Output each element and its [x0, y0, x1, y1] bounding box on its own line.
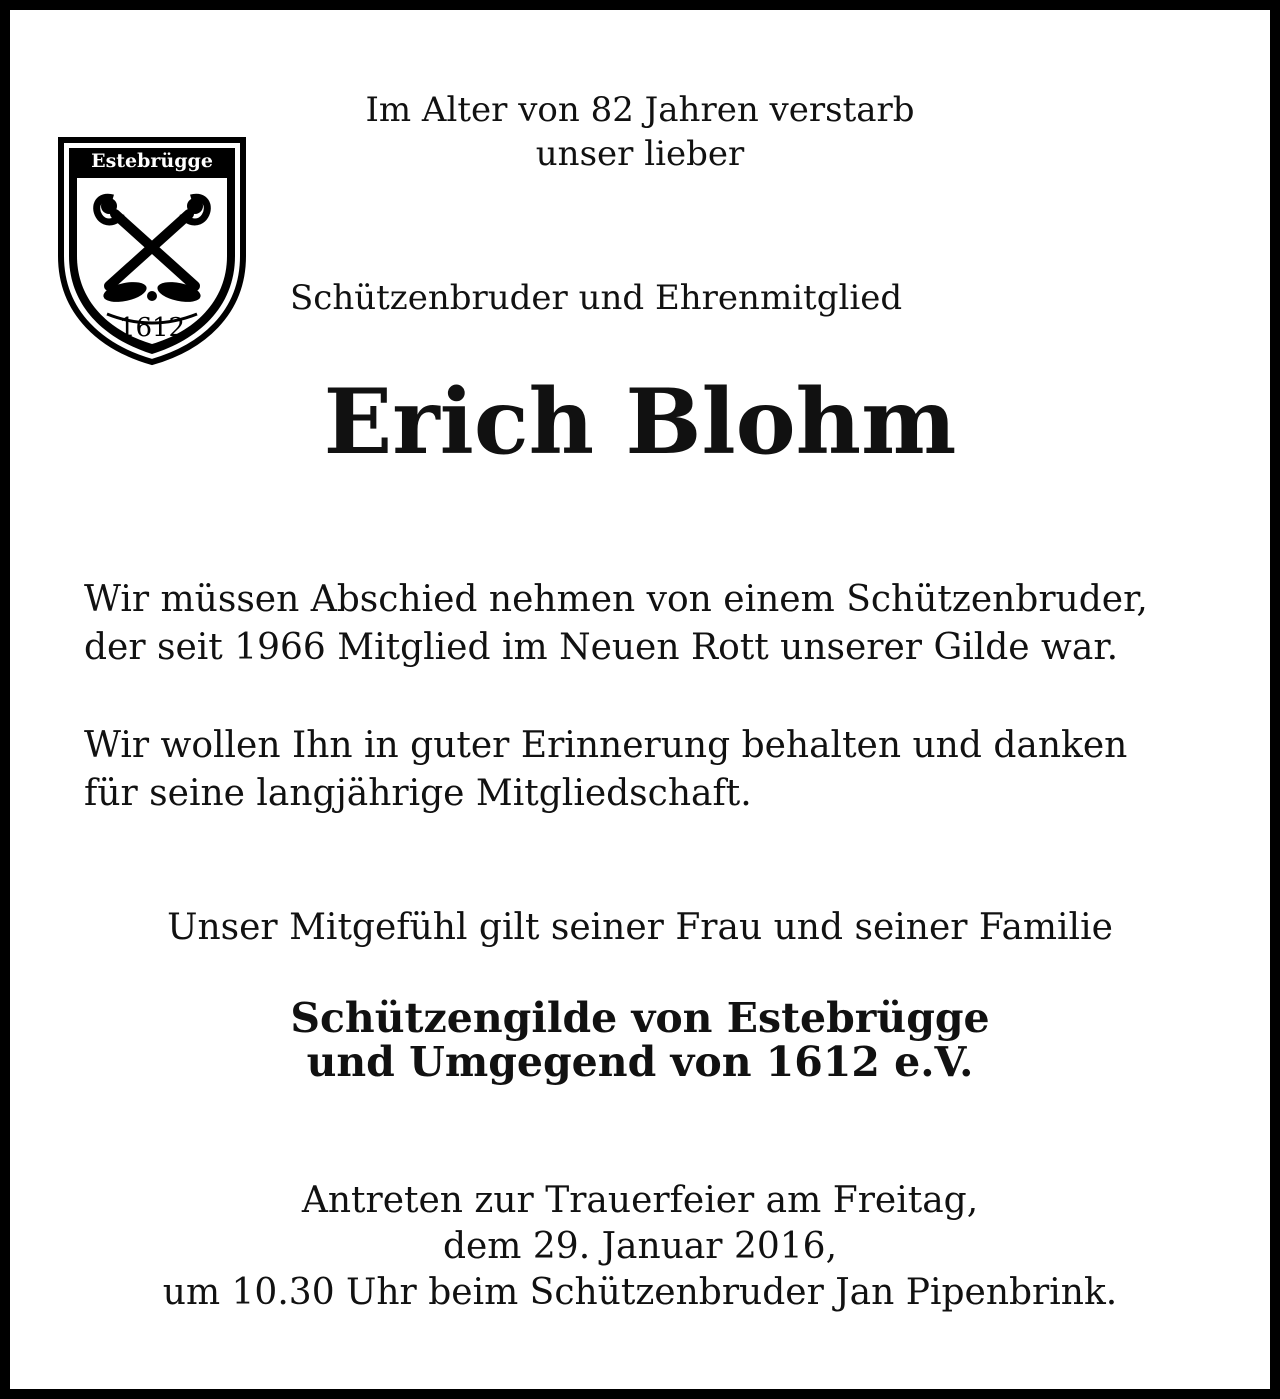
deceased-role: Schützenbruder und Ehrenmitglied	[290, 278, 903, 318]
crest-top-label: Estebrügge	[91, 150, 213, 172]
intro-line-1: Im Alter von 82 Jahren verstarb	[365, 90, 915, 130]
farewell-line-2: der seit 1966 Mitglied im Neuen Rott unserer Gilde war.	[84, 627, 1119, 668]
organization-name	[0, 996, 1280, 1084]
service-line-3: um 10.30 Uhr beim Schützenbruder Jan Pipenbrink.	[162, 1272, 1118, 1313]
farewell-paragraph	[84, 576, 1148, 672]
sympathy-text: Unser Mitgefühl gilt seiner Frau und seiner Familie	[167, 907, 1113, 948]
funeral-service-info	[0, 1178, 1280, 1316]
crest-year: 1612	[118, 313, 186, 343]
farewell-line-1: Wir müssen Abschied nehmen von einem Schützenbruder,	[84, 579, 1148, 620]
remembrance-paragraph	[84, 722, 1127, 818]
remembrance-line-1: Wir wollen Ihn in guter Erinnerung behalten und danken	[84, 725, 1128, 766]
deceased-name: Erich Blohm	[323, 369, 957, 475]
remembrance-line-2: für seine langjährige Mitgliedschaft.	[84, 773, 752, 814]
organization-line-1: Schützengilde von Estebrügge	[290, 994, 990, 1042]
intro-line-2: unser lieber	[535, 134, 745, 174]
service-line-1: Antreten zur Trauerfeier am Freitag,	[301, 1180, 979, 1221]
organization-line-2: und Umgegend von 1612 e.V.	[306, 1038, 974, 1086]
service-line-2: dem 29. Januar 2016,	[442, 1226, 838, 1267]
intro-text	[0, 88, 1280, 176]
